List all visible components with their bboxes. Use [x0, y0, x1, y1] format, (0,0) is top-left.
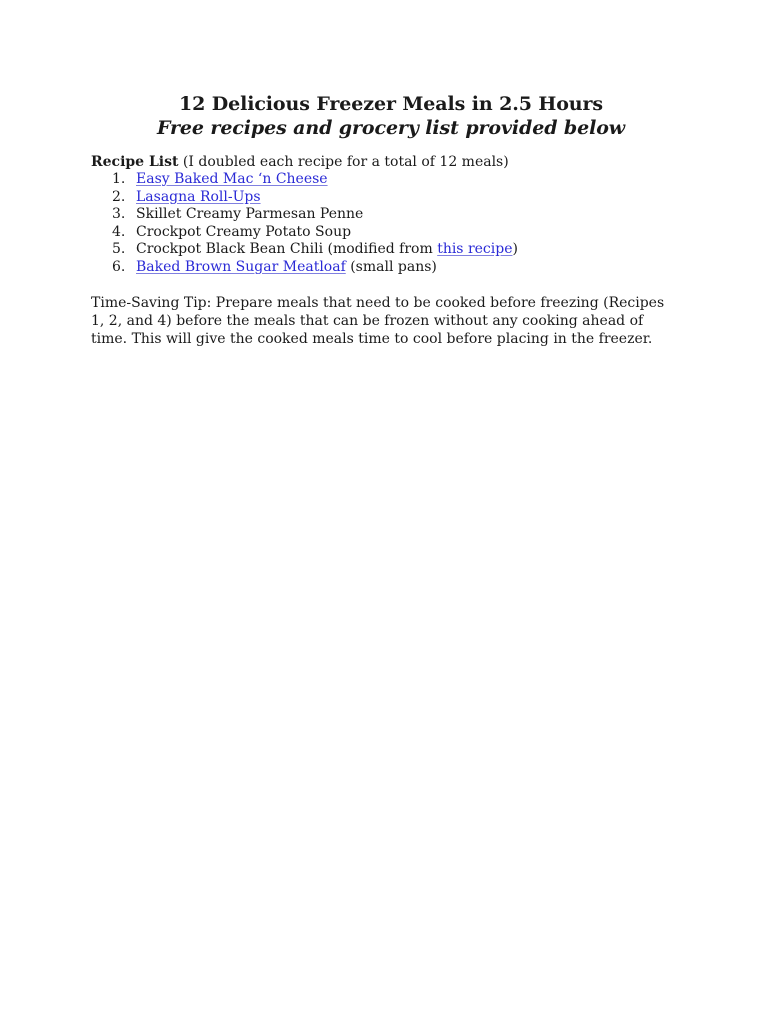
list-item-recipe-4 [91, 224, 691, 242]
recipe-link-lasagna-roll-ups[interactable]: Lasagna Roll-Ups [136, 188, 261, 205]
recipe-list-heading [91, 153, 691, 171]
list-item-recipe-1 [91, 171, 691, 189]
recipe-suffix: (small pans) [345, 258, 437, 275]
list-number: 6. [112, 258, 126, 275]
recipe-text-potato-soup: Crockpot Creamy Potato Soup [136, 223, 352, 240]
recipe-text-parmesan-penne: Skillet Creamy Parmesan Penne [136, 206, 364, 223]
recipe-suffix: ) [512, 241, 518, 258]
page-title: 12 Delicious Freezer Meals in 2.5 Hours [178, 93, 603, 115]
list-number: 1. [112, 171, 126, 187]
time-saving-tip: Time-Saving Tip: Prepare meals that need to be cooked before freezing (Recipes 1, 2, and 4) before the meals that can be frozen without any cooking ahead of time. This will give the cooked meals time to cool before placing in the freezer. [91, 294, 665, 347]
recipe-list-note: (I doubled each recipe for a total of 12 meals) [182, 154, 509, 170]
recipe-link-mac-n-cheese[interactable]: Easy Baked Mac ‘n Cheese [136, 171, 328, 187]
page-subtitle: Free recipes and grocery list provided below [156, 117, 626, 139]
recipe-list-section [91, 153, 691, 277]
list-item-recipe-2 [91, 189, 691, 207]
list-item-recipe-5 [91, 241, 691, 259]
list-number: 3. [112, 206, 126, 223]
recipe-list [91, 171, 691, 277]
recipe-link-meatloaf[interactable]: Baked Brown Sugar Meatloaf [136, 258, 346, 275]
list-number: 5. [112, 241, 126, 258]
document-page [91, 92, 691, 362]
list-number: 2. [112, 188, 126, 205]
list-number: 4. [112, 223, 126, 240]
recipe-list-label: Recipe List [91, 154, 179, 170]
list-item-recipe-3 [91, 206, 691, 224]
recipe-text-black-bean-chili: Crockpot Black Bean Chili (modified from [136, 241, 438, 258]
list-item-recipe-6 [91, 259, 691, 277]
this-recipe-link[interactable]: this recipe [437, 241, 513, 258]
